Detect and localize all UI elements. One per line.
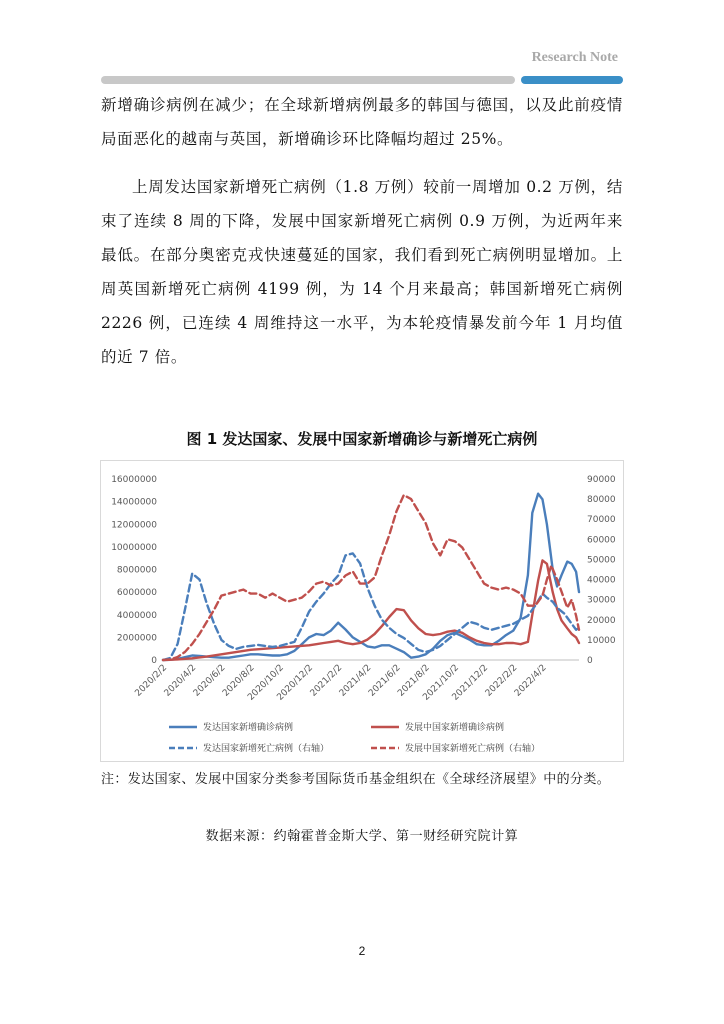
- y-left-tick-label: 8000000: [116, 565, 157, 576]
- series-line-1: [163, 494, 579, 660]
- x-tick-label: 2021/8/2: [396, 663, 432, 699]
- y-right-tick-label: 40000: [587, 575, 616, 586]
- y-right-tick-label: 30000: [587, 595, 616, 606]
- x-tick-label: 2021/12/2: [450, 663, 491, 703]
- x-tick-label: 2022/2/2: [483, 663, 520, 699]
- y-left-tick-label: 16000000: [111, 475, 157, 485]
- y-left-tick-label: 4000000: [116, 610, 157, 621]
- series-line-4: [163, 495, 579, 660]
- figure-title: 图 1 发达国家、发展中国家新增确诊与新增死亡病例: [186, 430, 538, 448]
- legend-label-2: 发展中国家新增确诊病例: [405, 723, 505, 733]
- y-right-tick-label: 10000: [587, 635, 616, 646]
- series-line-2: [163, 560, 579, 660]
- x-tick-label: 2021/6/2: [367, 663, 403, 699]
- legend-label-4: 发展中国家新增死亡病例（右轴）: [405, 744, 541, 754]
- y-right-tick-label: 90000: [587, 475, 616, 485]
- y-right-tick-label: 70000: [587, 515, 616, 526]
- y-right-tick-label: 0: [587, 656, 593, 666]
- legend-label-3: 发达国家新增死亡病例（右轴）: [203, 744, 330, 754]
- x-tick-label: 2020/4/2: [162, 663, 199, 699]
- x-tick-label: 2020/8/2: [221, 663, 257, 699]
- paragraph-1: 新增确诊病例在减少；在全球新增病例最多的韩国与德国，以及此前疫情局面恶化的越南与英国，新增确诊环比降幅均超过 25%。: [101, 96, 623, 148]
- figure-source: 数据来源：约翰霍普金斯大学、第一财经研究院计算: [205, 829, 519, 844]
- y-left-tick-label: 2000000: [116, 633, 157, 644]
- header-divider-blue: [521, 76, 623, 84]
- y-left-tick-label: 12000000: [111, 520, 157, 531]
- paragraph-2: 上周发达国家新增死亡病例（1.8 万例）较前一周增加 0.2 万例，结束了连续 8 周的下降，发展中国家新增死亡病例 0.9 万例，为近两年来最低。在部分奥密克戎快速蔓延的国家，我们看到死亡病例明显增加。上周英国新增死亡病例 4199 例，为 14 个月来最高；韩国新增死亡病例 2226 例，已连续 4 周维持这一水平，为本轮疫情暴发前今年 1 月均值的近 7 倍。: [101, 178, 623, 366]
- y-left-tick-label: 6000000: [116, 588, 157, 599]
- y-left-tick-label: 14000000: [111, 497, 157, 508]
- legend-label-1: 发达国家新增确诊病例: [203, 723, 294, 733]
- header-label: Research Note: [531, 50, 618, 65]
- y-right-tick-label: 80000: [587, 495, 616, 506]
- x-tick-label: 2020/2/2: [133, 663, 170, 699]
- y-right-tick-label: 60000: [587, 535, 616, 546]
- chart-frame: [100, 460, 624, 762]
- x-tick-label: 2021/2/2: [308, 663, 345, 699]
- y-left-tick-label: 0: [151, 656, 157, 666]
- x-tick-label: 2020/6/2: [191, 663, 228, 699]
- y-right-tick-label: 50000: [587, 555, 616, 566]
- x-tick-label: 2020/12/2: [275, 663, 316, 703]
- x-tick-label: 2022/4/2: [512, 663, 549, 699]
- x-tick-label: 2021/4/2: [337, 663, 374, 699]
- page-number: 2: [358, 944, 366, 958]
- x-tick-label: 2020/10/2: [246, 663, 286, 703]
- figure-note: 注：发达国家、发展中国家分类参考国际货币基金组织在《全球经济展望》中的分类。: [101, 772, 611, 787]
- line-chart: [101, 461, 623, 761]
- x-tick-label: 2021/10/2: [421, 663, 462, 703]
- header-divider-gray: [101, 76, 515, 84]
- y-left-tick-label: 10000000: [111, 542, 157, 553]
- y-right-tick-label: 20000: [587, 615, 616, 626]
